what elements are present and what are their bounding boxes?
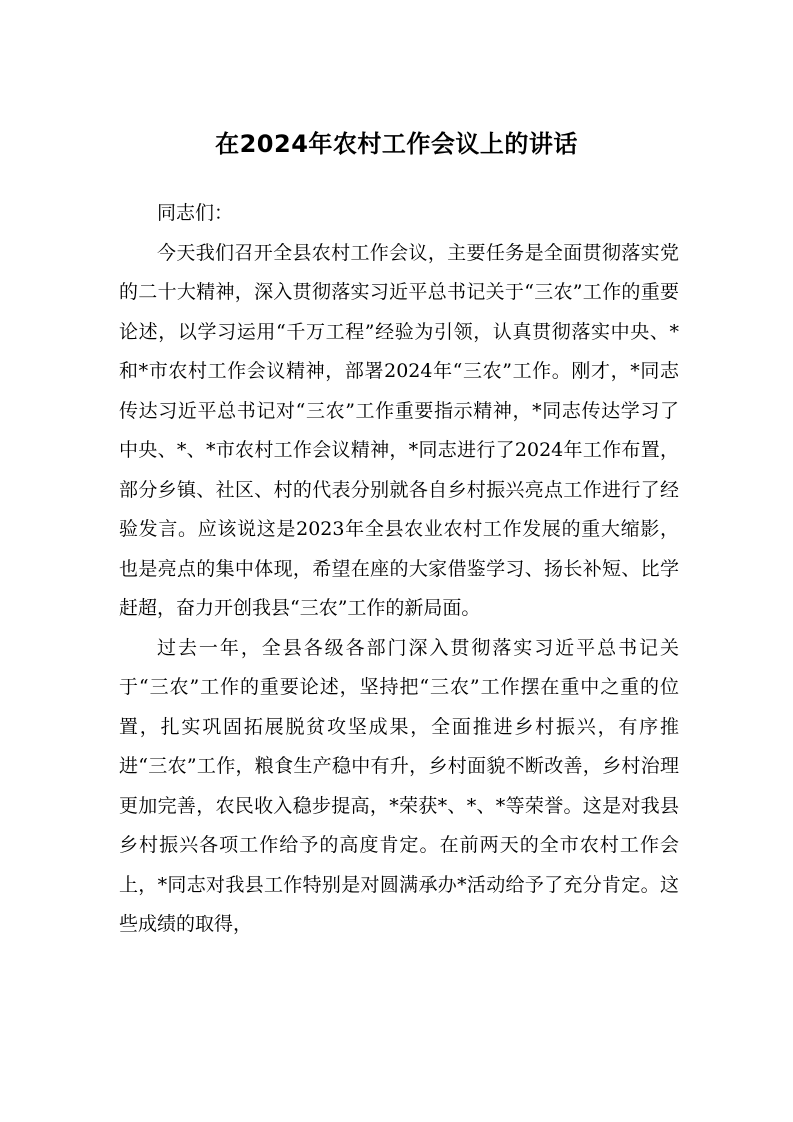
document-title: 在2024年农村工作会议上的讲话 <box>215 130 578 158</box>
document-body <box>119 194 679 945</box>
paragraph-2: 过去一年，全县各级各部门深入贯彻落实习近平总书记关于“三农”工作的重要论述，坚持把“三农”工作摆在重中之重的位置，扎实巩固拓展脱贫攻坚成果，全面推进乡村振兴，有序推进“三农”工作，粮食生产稳中有升，乡村面貌不断改善，乡村治理更加完善，农民收入稳步提高，*荣获*、*、*等荣誉。这是对我县乡村振兴各项工作给予的高度肯定。在前两天的全市农村工作会上，*同志对我县工作特别是对圆满承办*活动给予了充分肯定。这些成绩的取得， <box>119 636 679 935</box>
salutation: 同志们： <box>157 202 234 224</box>
paragraph-1: 今天我们召开全县农村工作会议，主要任务是全面贯彻落实党的二十大精神，深入贯彻落实习近平总书记关于“三农”工作的重要论述，以学习运用“千万工程”经验为引领，认真贯彻落实中央、*和*市农村工作会议精神，部署2024年“三农”工作。刚才，*同志传达习近平总书记对“三农”工作重要指示精神，*同志传达学习了中央、*、*市农村工作会议精神，*同志进行了2024年工作布置，部分乡镇、社区、村的代表分别就各自乡村振兴亮点工作进行了经验发言。应该说这是2023年全县农业农村工作发展的重大缩影，也是亮点的集中体现，希望在座的大家借鉴学习、扬长补短、比学赶超，奋力开创我县“三农”工作的新局面。 <box>119 241 679 619</box>
